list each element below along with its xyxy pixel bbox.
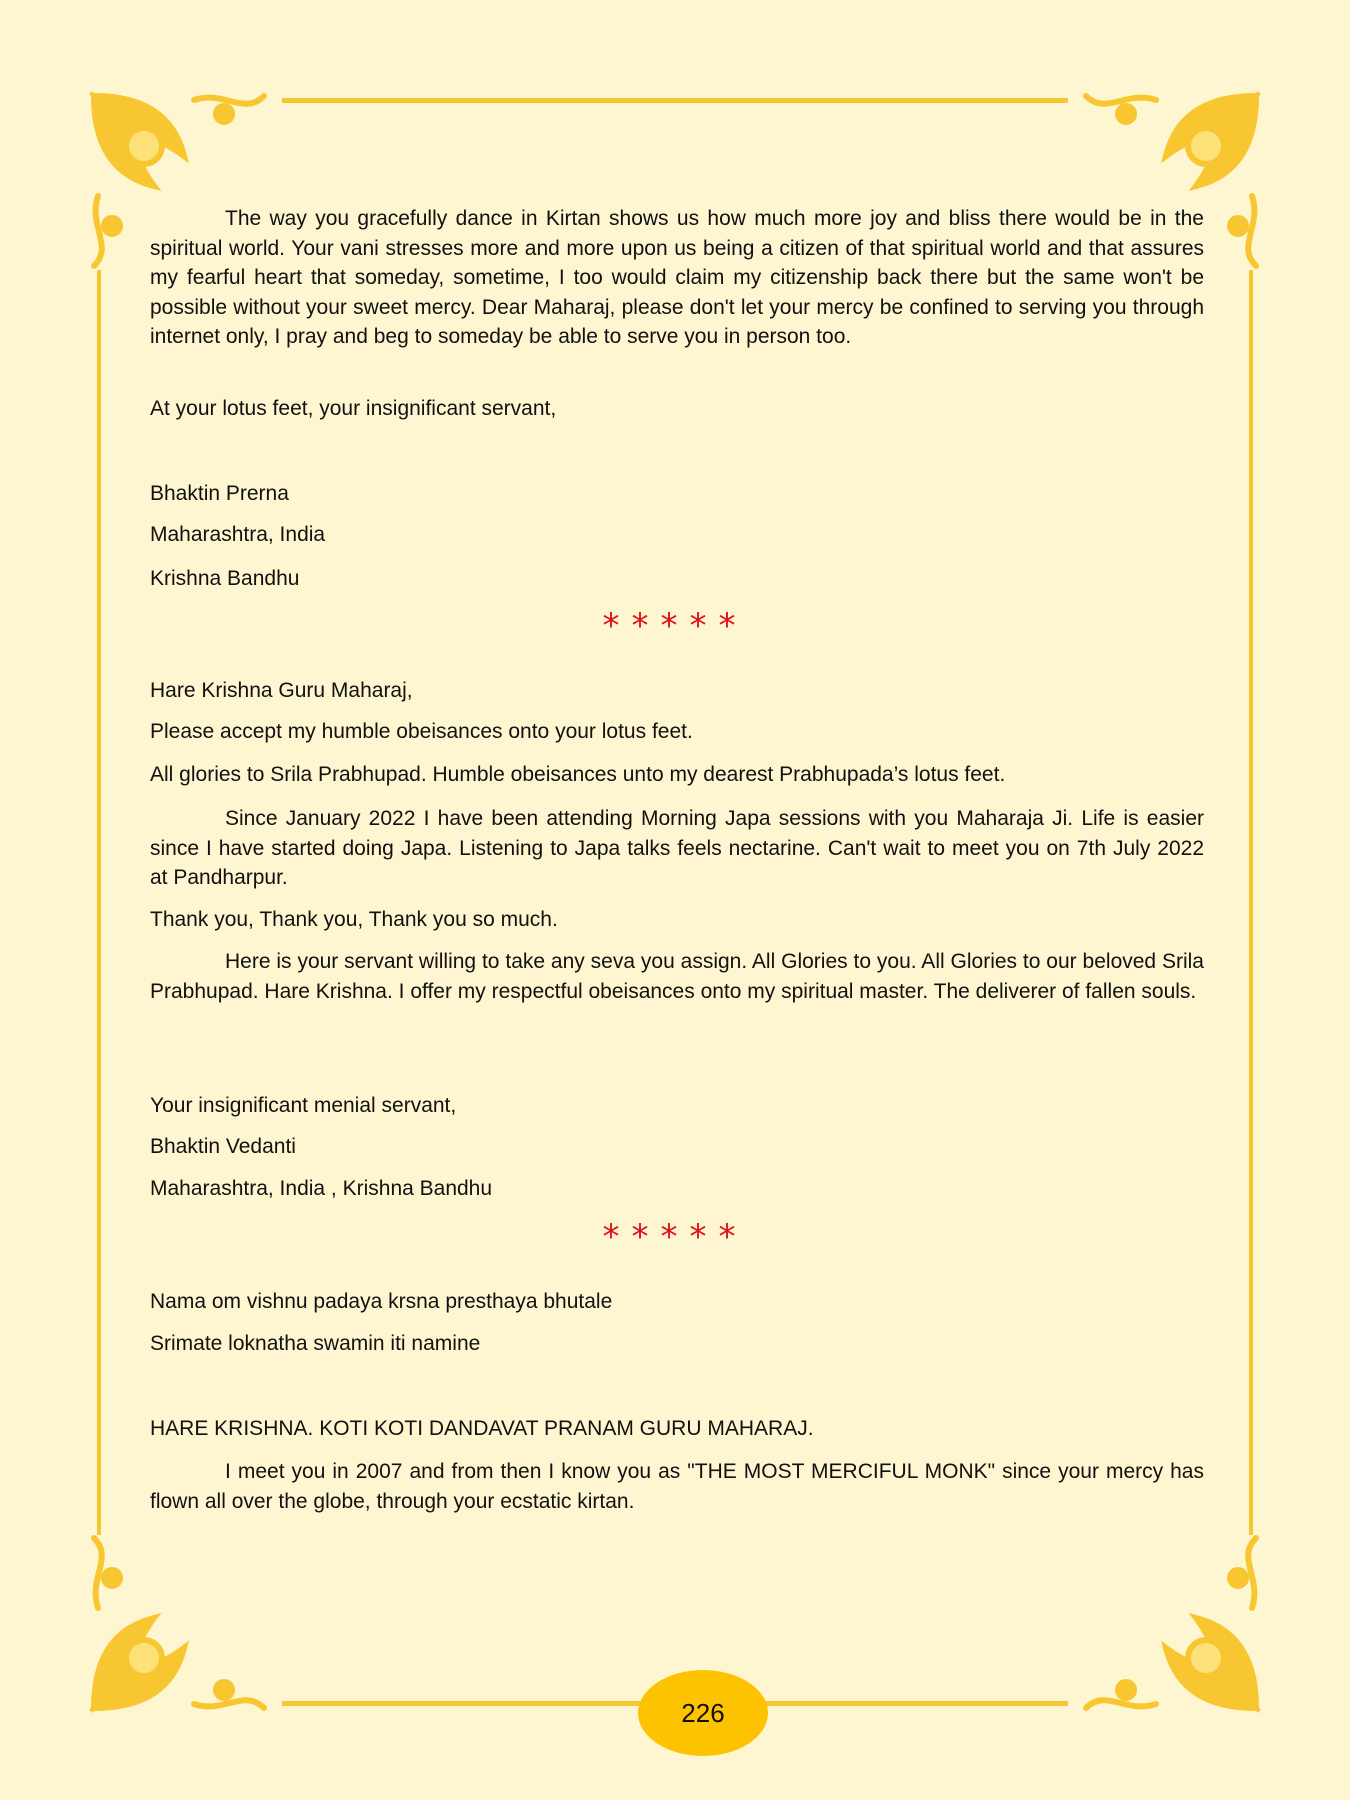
corner-ornament-bottom-right xyxy=(1076,1528,1266,1718)
page-number-badge: 226 xyxy=(638,1670,768,1756)
border-bottom-right xyxy=(764,1701,1068,1706)
letter-line: Thank you, Thank you, Thank you so much. xyxy=(150,908,558,931)
salutation: Hare Krishna Guru Maharaj, xyxy=(150,679,413,702)
signature-location: Maharashtra, India xyxy=(150,523,326,546)
closing-line: Your insignificant menial servant, xyxy=(150,1094,457,1117)
border-top xyxy=(282,98,1068,103)
letter-paragraph: Since January 2022 I have been attending Morning Japa sessions with you Maharaja Ji. Life is easier since I have started doing Japa. Listening to Japa talks feels nectarine. Can't wait to meet you on 7th July 2022 at Pandharpur. xyxy=(150,807,1204,889)
border-bottom-left xyxy=(282,1701,642,1706)
signature-group: Krishna Bandhu xyxy=(150,567,300,590)
signature-location: Maharashtra, India , Krishna Bandhu xyxy=(150,1177,493,1200)
letter-paragraph: The way you gracefully dance in Kirtan shows us how much more joy and bliss there would be in the spiritual world. Your vani stresses more and more upon us being a citizen of that spiritual world and that assures my fearful heart that someday, sometime, I too would claim my citizenship back there but the same won't be possible without your sweet mercy. Dear Maharaj, please don't let your mercy be confined to serving you through internet only, I pray and beg to someday be able to serve you in person too. xyxy=(150,207,1204,348)
letter-line: Please accept my humble obeisances onto your lotus feet. xyxy=(150,720,693,743)
letter-paragraph: I meet you in 2007 and from then I know you as "THE MOST MERCIFUL MONK" since your mercy has flown all over the globe, through your ecstatic kirtan. xyxy=(150,1460,1204,1513)
closing-line: At your lotus feet, your insignificant servant, xyxy=(150,397,557,420)
signature-name: Bhaktin Vedanti xyxy=(150,1135,296,1158)
separator-stars: ***** xyxy=(602,1217,748,1257)
corner-ornament-bottom-left xyxy=(84,1528,274,1718)
prayer-line: Nama om vishnu padaya krsna presthaya bhutale xyxy=(150,1290,613,1313)
separator-stars: ***** xyxy=(602,606,748,646)
salutation: HARE KRISHNA. KOTI KOTI DANDAVAT PRANAM GURU MAHARAJ. xyxy=(150,1417,814,1440)
signature-name: Bhaktin Prerna xyxy=(150,482,289,505)
prayer-line: Srimate loknatha swamin iti namine xyxy=(150,1332,481,1355)
letter-line: All glories to Srila Prabhupad. Humble obeisances unto my dearest Prabhupada’s lotus feet. xyxy=(150,763,1006,786)
letter-paragraph: Here is your servant willing to take any seva you assign. All Glories to you. All Glories to our beloved Srila Prabhupad. Hare Krishna. I offer my respectful obeisances onto my spiritual master. The deliverer of fallen souls. xyxy=(150,950,1204,1003)
border-left xyxy=(97,270,101,1535)
border-right xyxy=(1249,270,1253,1535)
